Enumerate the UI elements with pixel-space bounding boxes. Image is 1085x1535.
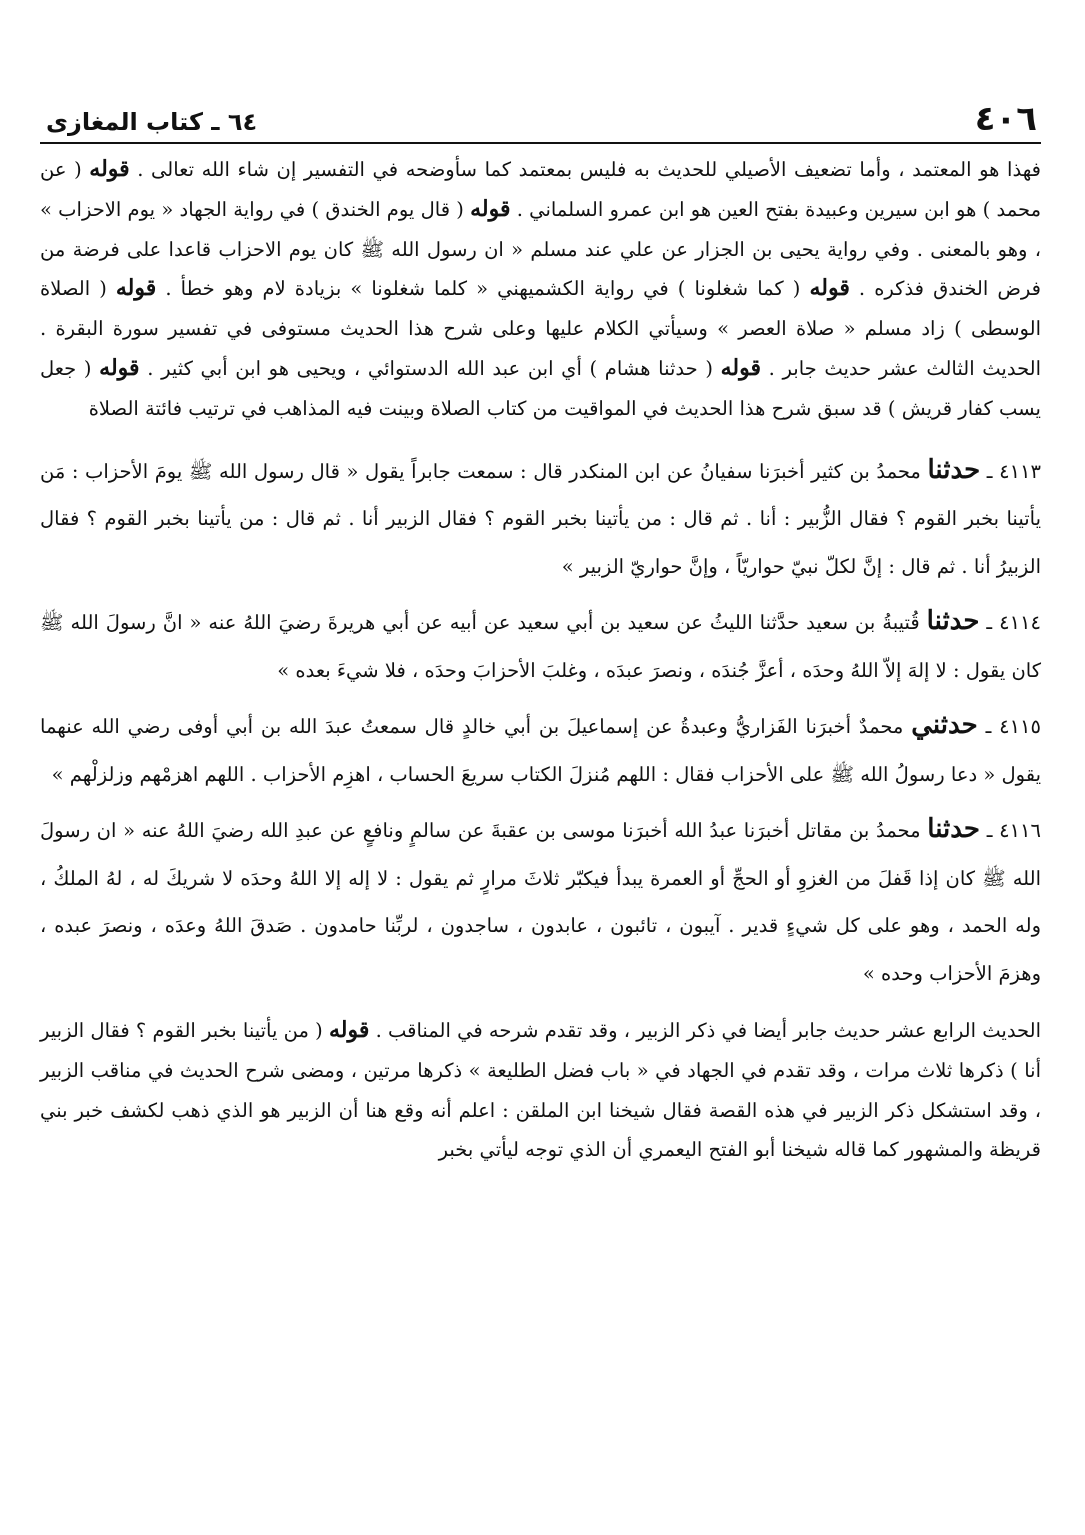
haddathana-marker: حدثنا bbox=[926, 606, 980, 637]
hadith-text: محمدُ بن مقاتل أخبرَنا عبدُ الله أخبرَنا موسى بن عقبةَ عن سالمٍ ونافعٍ عن عبدِ الله رضيَ اللهُ عنه « ان رسولَ الله ﷺ كان إذا قَفلَ من الغزوِ أو الحجِّ أو العمرة يبدأ فيكبّر ثلاثَ مرارٍ ثم يقول : لا إله إلا اللهُ وحدَه لا شريكَ له ، لهُ الملكُ ، وله الحمد ، وهو على كل شيءٍ قدير . آيبون ، تائبون ، عابدون ، ساجدون ، لربِّنا حامدون . صَدقَ اللهُ وعدَه ، ونصرَ عبده ، وهزمَ الأحزاب وحده » bbox=[40, 819, 1041, 985]
hadith-4113 bbox=[40, 447, 1041, 591]
commentary-text: ( قال يوم الخندق ) في رواية الجهاد « يوم الاحزاب » ، وهو بالمعنى . وفي رواية يحيى بن الجزار عن علي عند مسلم « ان رسول الله ﷺ كان يوم الاحزاب قاعدا على فرضة من فرض الخندق فذكره . bbox=[40, 197, 1042, 301]
qawluhu-marker: قوله bbox=[720, 354, 761, 381]
qawluhu-marker: قوله bbox=[99, 354, 140, 381]
hadith-number: ٤١١٥ ـ bbox=[985, 715, 1042, 739]
qawluhu-marker: قوله bbox=[328, 1017, 370, 1044]
commentary-bottom bbox=[40, 1011, 1041, 1170]
qawluhu-marker: قوله bbox=[470, 195, 511, 222]
qawluhu-marker: قوله bbox=[89, 156, 130, 182]
hadith-number: ٤١١٦ ـ bbox=[986, 819, 1041, 843]
qawluhu-marker: قوله bbox=[809, 275, 850, 302]
hadith-text: محمدٌ أخبرَنا الفَزاريُّ وعبدةُ عن إسماعيلَ بن أبي خالدٍ قال سمعتُ عبدَ الله بن أبي أوفى رضي الله عنهما يقول « دعا رسولُ الله ﷺ على الأحزاب فقال : اللهم مُنزلَ الكتاب سريعَ الحساب ، اهزِم الأحزاب . اللهم اهزمْهم وزلزلْهم » bbox=[40, 715, 1041, 786]
commentary-text: ( جعل يسب كفار قريش ) قد سبق شرح هذا الحديث في المواقيت من كتاب الصلاة وبينت فيه المذاهب في ترتيب فائتة الصلاة bbox=[40, 356, 1041, 420]
commentary-text: فهذا هو المعتمد ، وأما تضعيف الأصيلي للحديث به فليس بمعتمد كما سأوضحه في التفسير إن شاء الله تعالى . bbox=[137, 158, 1042, 181]
chapter-title: ٦٤ ـ كتاب المغازى bbox=[46, 108, 258, 136]
commentary-top bbox=[40, 150, 1041, 429]
haddathana-marker: حدثني bbox=[911, 710, 978, 741]
hadith-number: ٤١١٤ ـ bbox=[986, 611, 1041, 635]
commentary-text: ( الصلاة الوسطى ) زاد مسلم « صلاة العصر » وسيأتي الكلام عليها وعلى شرح هذا الحديث مستوفى في تفسير سورة البقرة . الحديث الثالث عشر حديث جابر . bbox=[40, 277, 1042, 380]
commentary-text: ( كما شغلونا ) في رواية الكشميهني « كلما شغلونا » بزيادة لام وهو خطأ . bbox=[165, 277, 801, 301]
qawluhu-marker: قوله bbox=[115, 275, 157, 302]
commentary-text: ( عن محمد ) هو ابن سيرين وعبيدة بفتح العين هو ابن عمرو السلماني . bbox=[40, 158, 1042, 221]
commentary-text: ( من يأتينا بخبر القوم ؟ فقال الزبير أنا ) ذكرها ثلاث مرات ، وقد تقدم في الجهاد في « باب فضل الطليعة » ذكرها مرتين ، ومضى شرح الحديث في مناقب الزبير ، وقد استشكل ذكر الزبير في هذه القصة فقال شيخنا ابن الملقن : اعلم أنه وقع هنا أن الزبير هو الذي ذهب لكشف خبر بني قريظة والمشهور كما قاله شيخنا أبو الفتح اليعمري أن الذي توجه ليأتي بخبر bbox=[40, 1019, 1041, 1162]
commentary-text: الحديث الرابع عشر حديث جابر أيضا في ذكر الزبير ، وقد تقدم شرحه في المناقب . bbox=[375, 1019, 1042, 1043]
hadith-4116 bbox=[40, 806, 1041, 997]
hadith-text: محمدُ بن كثير أخبرَنا سفيانُ عن ابن المنكدر قال : سمعت جابراً يقول « قال رسول الله ﷺ يومَ الأحزاب : مَن يأتينا بخبر القوم ؟ فقال الزُّبير : أنا . ثم قال : من يأتينا بخبر القوم ؟ فقال الزبير أنا . ثم قال : من يأتينا بخبر القوم ؟ فقال الزبيرُ أنا . ثم قال : إنَّ لكلّ نبيّ حواريّاً ، وإنَّ حواريّ الزبير » bbox=[40, 459, 1041, 578]
haddathana-marker: حدثنا bbox=[927, 454, 981, 485]
page-body bbox=[40, 150, 1041, 1170]
hadith-number: ٤١١٣ ـ bbox=[986, 459, 1041, 483]
hadith-4115 bbox=[40, 702, 1041, 798]
running-header bbox=[40, 82, 1041, 144]
hadith-text: قُتيبةُ بن سعيد حدَّثنا الليثُ عن سعيد بن أبي سعيد عن أبيه عن أبي هريرةَ رضيَ اللهُ عنه « انَّ رسولَ الله ﷺ كان يقول : لا إلهَ إلاّ اللهُ وحدَه ، أعزَّ جُندَه ، ونصرَ عبدَه ، وغلبَ الأحزابَ وحدَه ، فلا شيءَ بعده » bbox=[40, 611, 1041, 682]
page-number: ٤٠٦ bbox=[974, 99, 1037, 139]
haddathana-marker: حدثنا bbox=[927, 814, 980, 845]
hadith-4114 bbox=[40, 598, 1041, 694]
commentary-text: ( حدثنا هشام ) أي ابن عبد الله الدستوائي ، ويحيى هو ابن أبي كثير . bbox=[147, 356, 713, 380]
